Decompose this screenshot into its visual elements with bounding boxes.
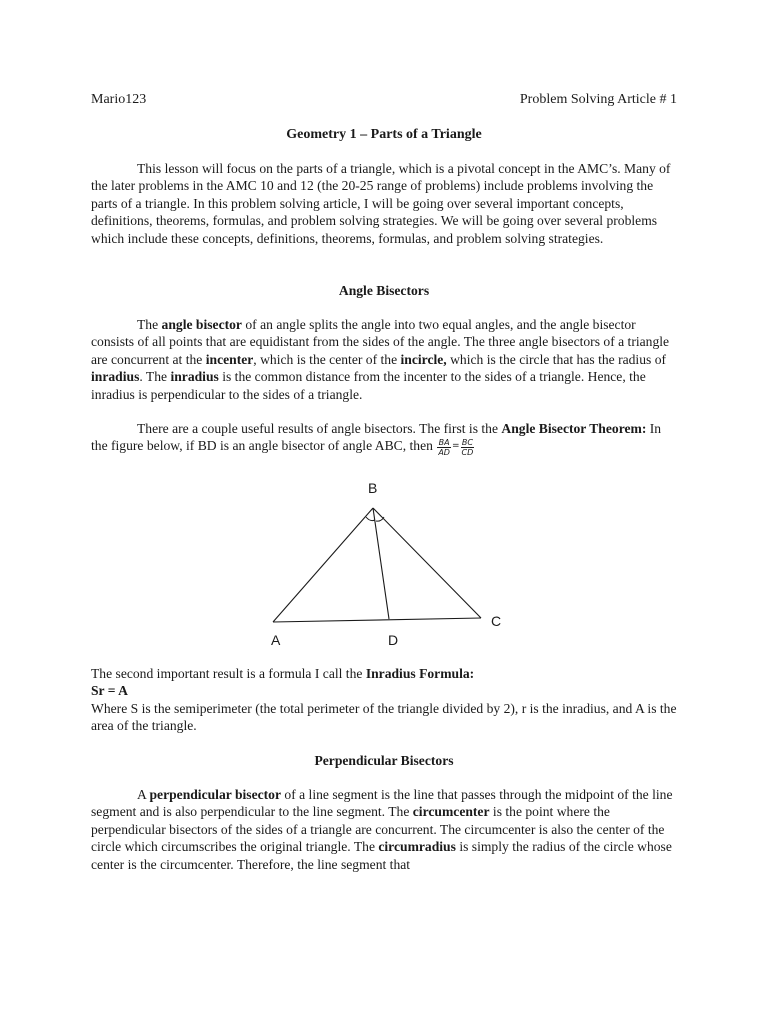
- section-heading-angle-bisectors: Angle Bisectors: [338, 283, 430, 298]
- term-perpendicular-bisector: perpendicular bisector: [149, 787, 281, 802]
- text-run: The second important result is a formula I call the: [91, 666, 366, 681]
- term-circumcenter: circumcenter: [412, 804, 490, 820]
- text-run: . The: [139, 369, 171, 385]
- text-run: is the common distance from the incenter to the sides of a triangle. Hence, the inradius is perpendicular to the sides of a triangle.: [91, 369, 646, 402]
- term-incenter: incenter: [205, 351, 254, 367]
- bisector-bd: [373, 508, 389, 619]
- term-angle-bisector-theorem: Angle Bisector Theorem:: [501, 421, 647, 436]
- inradius-formula-paragraph: [91, 665, 677, 735]
- side-ab: [273, 508, 373, 622]
- intro-paragraph: [91, 160, 677, 247]
- text-run: of an angle splits the angle into two equal angles, and the angle bisector consists of all points that are equidistant from the sides of the angle. The three angle bisectors of a triangle are concurrent at the: [91, 317, 670, 367]
- term-inradius-formula: Inradius Formula:: [365, 666, 475, 681]
- term-angle-bisector: angle bisector: [161, 317, 242, 332]
- equals-sign: =: [451, 441, 460, 452]
- term-circumradius: circumradius: [378, 839, 456, 855]
- text-run: of a line segment is the line that passes through the midpoint of the line segment and is also perpendicular to the line segment. The: [91, 787, 673, 820]
- term-inradius-2: inradius: [170, 369, 219, 385]
- text-run: , which is the center of the: [253, 351, 401, 367]
- text-run: There are a couple useful results of angle bisectors. The first is the: [137, 421, 502, 436]
- text-run: Where S is the semiperimeter (the total perimeter of the triangle divided by 2), r is the inradius, and A is the area of the triangle.: [91, 700, 677, 734]
- text-run: is simply the radius of the circle whose center is the circumcenter. Therefore, the line segment that: [91, 839, 672, 872]
- fraction-denominator: CD: [461, 447, 474, 457]
- angle-bisector-theorem-paragraph: [91, 420, 677, 457]
- vertex-label-b: B: [368, 480, 378, 496]
- vertex-label-a: A: [271, 632, 281, 648]
- intro-text: This lesson will focus on the parts of a triangle, which is a pivotal concept in the AMC’s. Many of the later problems in the AMC 10 and 12 (the 20-25 range of problems) include problems involving the parts of a triangle. In this problem solving article, I will be going over several important concepts, definitions, theorems, formulas, and problem solving strategies. We will be going over several problems which include these concepts, definitions, theorems, formulas, and problem solving strategies.: [91, 161, 671, 246]
- formula-sr-a: Sr = A: [91, 683, 128, 699]
- fraction-numerator: BC: [461, 437, 473, 447]
- fraction-denominator: AD: [438, 447, 450, 457]
- text-run: In the figure below, if BD is an angle bisector of angle ABC, then: [91, 421, 662, 454]
- angle-mark-left: [366, 517, 375, 521]
- text-run: A: [137, 787, 150, 802]
- text-run: The: [137, 317, 162, 332]
- header-article-number: Problem Solving Article # 1: [519, 92, 677, 107]
- header-author: Mario123: [91, 92, 147, 107]
- perpendicular-bisector-paragraph: [91, 786, 677, 873]
- fraction-ba-ad: [437, 438, 451, 457]
- section-heading-perpendicular-bisectors: Perpendicular Bisectors: [314, 753, 454, 768]
- term-inradius: inradius: [91, 369, 140, 385]
- fraction-numerator: BA: [438, 437, 450, 447]
- triangle-figure: [0, 470, 768, 660]
- point-label-d: D: [388, 632, 399, 648]
- document-title: Geometry 1 – Parts of a Triangle: [286, 127, 482, 142]
- side-ac: [273, 618, 481, 622]
- side-bc: [373, 508, 481, 618]
- term-incircle: incircle,: [400, 351, 447, 367]
- text-run: which is the circle that has the radius of: [446, 351, 667, 367]
- angle-bisector-paragraph: [91, 316, 677, 403]
- text-run: is the point where the perpendicular bisectors of the sides of a triangle are concurrent. The circumcenter is also the center of the circle which circumscribes the original triangle. The: [91, 804, 665, 855]
- vertex-label-c: C: [491, 613, 502, 629]
- fraction-bc-cd: [461, 438, 475, 457]
